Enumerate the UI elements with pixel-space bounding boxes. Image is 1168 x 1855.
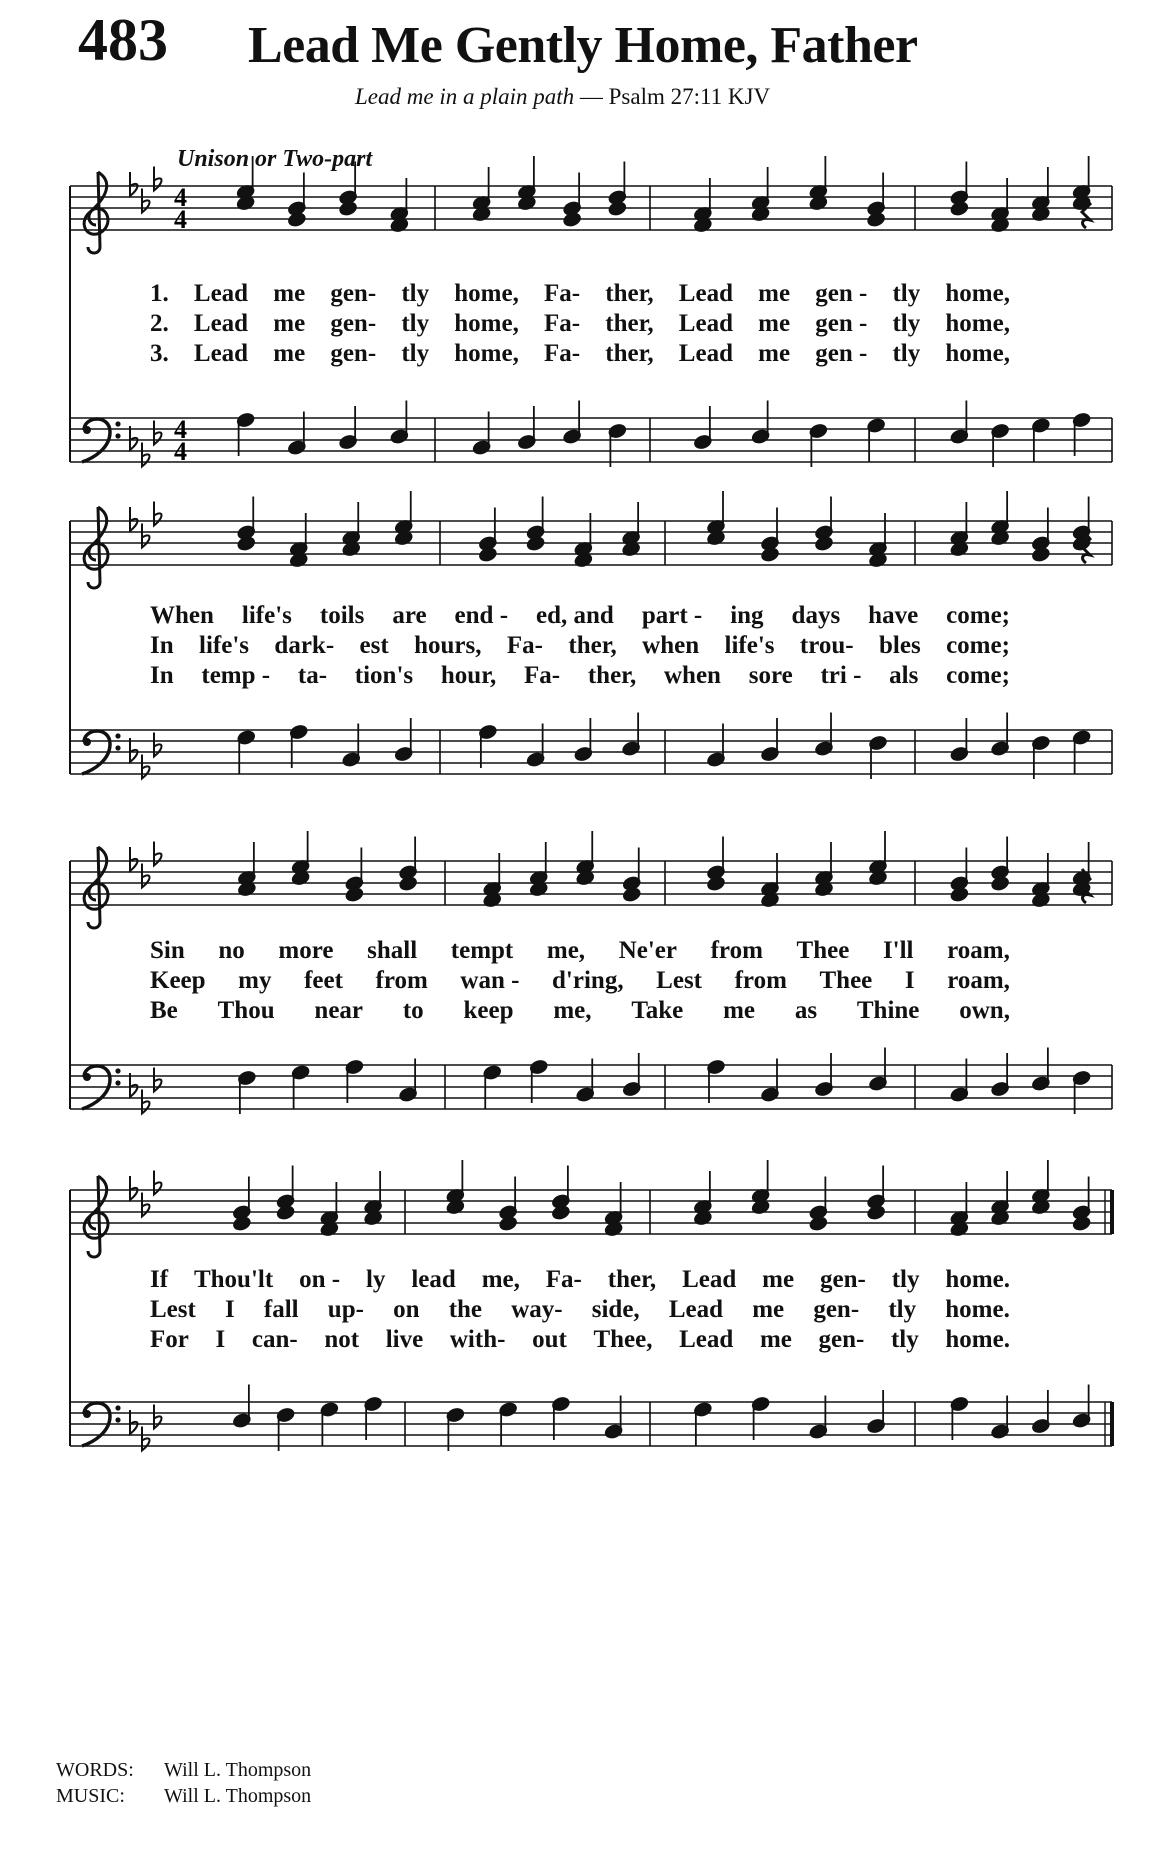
flat-sign-icon xyxy=(142,189,150,213)
flat-sign-icon xyxy=(154,1171,162,1195)
lyric-syllable: ther, xyxy=(607,1266,657,1293)
lyric-syllable: als xyxy=(889,662,919,689)
lyric-syllable: gen- xyxy=(330,310,377,337)
flat-sign-icon xyxy=(130,847,138,871)
lyric-line xyxy=(150,340,1010,370)
lyric-syllable: Lead xyxy=(193,340,249,367)
lyric-syllable: Be xyxy=(150,997,178,1024)
lyric-syllable: ther, xyxy=(605,340,654,367)
lyric-syllable: life's xyxy=(241,602,292,629)
lyric-syllable: Keep xyxy=(150,967,206,994)
lyric-syllable: ta- xyxy=(297,662,328,689)
lyric-syllable: tion's xyxy=(354,662,414,689)
lyric-syllable: hours, xyxy=(414,632,482,659)
lyric-line xyxy=(150,602,1010,632)
lyric-line xyxy=(150,967,1010,997)
hymn-title: Lead Me Gently Home, Father xyxy=(248,17,918,74)
lyric-syllable: gen - xyxy=(815,280,868,307)
lyric-syllable: shall xyxy=(367,937,418,964)
lyric-syllable: life's xyxy=(199,632,250,659)
lyric-syllable: out xyxy=(532,1326,567,1353)
lyric-syllable: roam, xyxy=(947,937,1010,964)
flat-sign-icon xyxy=(142,1427,150,1451)
credits xyxy=(56,1757,311,1809)
lyric-syllable: Fa- xyxy=(543,340,581,367)
lyric-syllable: have xyxy=(868,602,919,629)
lyric-syllable: me xyxy=(762,1266,795,1293)
bass-clef-dot xyxy=(115,1405,120,1410)
lyric-syllable: Thou xyxy=(217,997,275,1024)
lyric-syllable: Lest xyxy=(150,1296,196,1323)
lyric-syllable: I'll xyxy=(882,937,914,964)
lyric-syllable: gen- xyxy=(820,1266,866,1293)
lyric-syllable: tempt xyxy=(450,937,514,964)
lyric-syllable: Lead xyxy=(668,1296,724,1323)
time-signature-top: 4 xyxy=(174,415,187,444)
lyric-syllable: Fa- xyxy=(543,280,581,307)
lyric-syllable: bles xyxy=(879,632,921,659)
lyric-line xyxy=(150,632,1010,662)
lyric-syllable: 3. xyxy=(150,340,169,367)
epigraph-quote: Lead me in a plain path xyxy=(355,84,575,109)
lyric-syllable: Lead xyxy=(678,280,733,307)
bass-clef-dot xyxy=(83,426,91,434)
lyric-syllable: near xyxy=(314,997,364,1024)
flat-sign-icon xyxy=(130,507,138,531)
lyric-syllable: ed, and xyxy=(536,602,614,629)
lyric-syllable: home. xyxy=(945,1296,1010,1323)
lyric-syllable: come; xyxy=(946,632,1010,659)
lyric-syllable: live xyxy=(385,1326,424,1353)
lyric-syllable: Fa- xyxy=(543,310,581,337)
lyric-syllable: me xyxy=(273,340,306,367)
lyric-syllable: side, xyxy=(591,1296,640,1323)
lyric-line xyxy=(150,997,1010,1027)
bass-clef-dot xyxy=(115,1080,120,1085)
treble-clef-icon xyxy=(84,1176,108,1257)
time-signature-top: 4 xyxy=(174,183,187,212)
lyric-syllable: more xyxy=(278,937,334,964)
lyric-syllable: my xyxy=(238,967,272,994)
lyric-syllable: tly xyxy=(892,310,921,337)
lyric-syllable: ly xyxy=(365,1266,386,1293)
lyric-syllable: In xyxy=(150,632,174,659)
lyric-syllable: Thee, xyxy=(593,1326,653,1353)
bass-clef-dot xyxy=(115,745,120,750)
time-signature-bottom: 4 xyxy=(174,205,187,234)
lyric-syllable: tly xyxy=(888,1296,917,1323)
lyric-syllable: keep xyxy=(463,997,514,1024)
lyric-syllable: Fa- xyxy=(506,632,543,659)
words-label: WORDS: xyxy=(56,1759,134,1781)
lyric-syllable: part - xyxy=(641,602,703,629)
lyric-syllable: Lead xyxy=(193,280,249,307)
lyric-syllable: no xyxy=(218,937,245,964)
lyric-syllable: gen- xyxy=(330,280,377,307)
lyric-syllable: wan - xyxy=(460,967,520,994)
lyric-syllable: ther, xyxy=(605,280,654,307)
lyric-syllable: up- xyxy=(327,1296,364,1323)
lyric-syllable: Lead xyxy=(678,340,733,367)
lyric-syllable: When xyxy=(150,602,214,629)
bass-clef-dot xyxy=(115,433,120,438)
lyric-syllable: feet xyxy=(304,967,343,994)
lyric-syllable: me xyxy=(723,997,755,1024)
lyric-syllable: Lead xyxy=(678,310,733,337)
lyric-syllable: I xyxy=(215,1326,226,1353)
lyric-syllable: temp - xyxy=(201,662,271,689)
lyric-syllable: sore xyxy=(748,662,793,689)
lyric-syllable: to xyxy=(402,997,424,1024)
lyric-syllable: tly xyxy=(892,280,921,307)
lyric-syllable: home. xyxy=(945,1266,1010,1293)
lyric-syllable: home. xyxy=(945,1326,1010,1353)
lyric-syllable: from xyxy=(375,967,428,994)
bass-clef-dot xyxy=(115,733,120,738)
lyric-syllable: tly xyxy=(890,1326,919,1353)
lyric-syllable: Fa- xyxy=(524,662,561,689)
lyric-syllable: come; xyxy=(946,602,1010,629)
lyric-syllable: from xyxy=(734,967,787,994)
lyric-syllable: Lead xyxy=(682,1266,737,1293)
lyric-syllable: me xyxy=(758,310,791,337)
lyric-syllable: are xyxy=(392,602,427,629)
lyric-syllable: can- xyxy=(251,1326,298,1353)
lyric-line xyxy=(150,662,1010,692)
lyric-syllable: Thee xyxy=(819,967,873,994)
words-author: Will L. Thompson xyxy=(164,1759,312,1781)
lyric-syllable: In xyxy=(150,662,174,689)
flat-sign-icon xyxy=(154,421,162,445)
lyric-syllable: Lead xyxy=(193,310,249,337)
lyric-syllable: when xyxy=(642,632,700,659)
bass-clef-dot xyxy=(83,738,91,746)
lyric-syllable: ther, xyxy=(587,662,637,689)
lyric-syllable: Sin xyxy=(150,937,185,964)
lyric-syllable: on - xyxy=(299,1266,341,1293)
lyric-syllable: end - xyxy=(454,602,509,629)
lyric-syllable: me, xyxy=(553,997,592,1024)
flat-sign-icon xyxy=(142,755,150,779)
lyric-syllable: 1. xyxy=(150,280,169,307)
lyric-syllable: own, xyxy=(959,997,1010,1024)
performance-setting: Unison or Two-part xyxy=(177,146,373,172)
flat-sign-icon xyxy=(142,443,150,467)
lyric-line xyxy=(150,1266,1010,1296)
lyric-syllable: trou- xyxy=(799,632,854,659)
epigraph-reference: — Psalm 27:11 KJV xyxy=(574,84,771,109)
lyric-syllable: when xyxy=(664,662,721,689)
flat-sign-icon xyxy=(154,1068,162,1092)
lyric-syllable: roam, xyxy=(947,967,1010,994)
flat-sign-icon xyxy=(142,1090,150,1114)
lyric-syllable: me xyxy=(752,1296,785,1323)
lyric-syllable: me xyxy=(759,1326,792,1353)
time-signature-bottom: 4 xyxy=(174,437,187,466)
lyric-syllable: dark- xyxy=(274,632,335,659)
flat-sign-icon xyxy=(130,172,138,196)
lyric-syllable: 2. xyxy=(150,310,169,337)
lyric-line xyxy=(150,1296,1010,1326)
lyric-syllable: gen - xyxy=(815,310,868,337)
flat-sign-icon xyxy=(130,1176,138,1200)
lyric-syllable: est xyxy=(359,632,389,659)
lyric-syllable: hour, xyxy=(440,662,497,689)
lyric-syllable: home, xyxy=(945,310,1010,337)
lyric-line xyxy=(150,310,1010,340)
lyric-syllable: gen- xyxy=(813,1296,860,1323)
lyric-syllable: home, xyxy=(945,280,1010,307)
lyric-line xyxy=(150,1326,1010,1356)
lyric-syllable: Fa- xyxy=(545,1266,582,1293)
lyric-syllable: tly xyxy=(891,1266,920,1293)
lyric-line xyxy=(150,280,1010,310)
lyric-syllable: tri - xyxy=(820,662,862,689)
lyric-syllable: Lead xyxy=(679,1326,734,1353)
music-composer: Will L. Thompson xyxy=(164,1785,312,1807)
lyric-syllable: home, xyxy=(454,310,519,337)
lyric-syllable: home, xyxy=(454,340,519,367)
lyric-syllable: tly xyxy=(401,340,430,367)
lyric-syllable: me xyxy=(273,310,306,337)
lyric-syllable: gen - xyxy=(815,340,868,367)
bass-clef-dot xyxy=(115,421,120,426)
lyric-syllable: me xyxy=(758,280,791,307)
lyric-syllable: d'ring, xyxy=(552,967,624,994)
lyric-syllable: the xyxy=(448,1296,483,1323)
lyric-syllable: on xyxy=(393,1296,420,1323)
lyric-syllable: fall xyxy=(263,1296,299,1323)
lyric-syllable: gen- xyxy=(330,340,377,367)
bass-clef-dot xyxy=(83,1410,91,1418)
bass-clef-dot xyxy=(115,1068,120,1073)
lyric-syllable: Thine xyxy=(856,997,920,1024)
lyric-syllable: tly xyxy=(401,310,430,337)
lyric-syllable: from xyxy=(710,937,763,964)
lyric-syllable: ther, xyxy=(568,632,617,659)
flat-sign-icon xyxy=(154,502,162,526)
treble-clef-icon xyxy=(84,847,108,928)
lyric-syllable: If xyxy=(150,1266,169,1293)
flat-sign-icon xyxy=(142,524,150,548)
lyric-syllable: me xyxy=(758,340,791,367)
lyric-syllable: home, xyxy=(945,340,1010,367)
lyric-syllable: come; xyxy=(946,662,1010,689)
lyric-syllable: Thee xyxy=(796,937,850,964)
lyric-syllable: way- xyxy=(511,1296,563,1323)
lyric-syllable: ing xyxy=(730,602,764,629)
lyric-syllable: me, xyxy=(546,937,586,964)
lyric-syllable: life's xyxy=(724,632,775,659)
lyric-syllable: Take xyxy=(631,997,684,1024)
flat-sign-icon xyxy=(154,733,162,757)
lyric-syllable: days xyxy=(791,602,841,629)
flat-sign-icon xyxy=(154,1405,162,1429)
lyric-syllable: me, xyxy=(481,1266,520,1293)
lyric-syllable: Thou'lt xyxy=(193,1266,274,1293)
lyric-syllable: as xyxy=(794,997,818,1024)
lyric-syllable: lead xyxy=(411,1266,456,1293)
bass-clef-dot xyxy=(115,1417,120,1422)
lyric-syllable: me xyxy=(273,280,306,307)
flat-sign-icon xyxy=(142,864,150,888)
lyric-syllable: I xyxy=(225,1296,235,1323)
flat-sign-icon xyxy=(154,167,162,191)
flat-sign-icon xyxy=(154,842,162,866)
lyric-syllable: tly xyxy=(892,340,921,367)
treble-clef-icon xyxy=(84,507,108,588)
lyric-syllable: Ne'er xyxy=(618,937,677,964)
lyric-line xyxy=(150,937,1010,967)
bass-clef-dot xyxy=(83,1073,91,1081)
lyric-syllable: Lest xyxy=(656,967,702,994)
lyric-syllable: not xyxy=(324,1326,360,1353)
lyric-syllable: tly xyxy=(401,280,430,307)
lyric-syllable: with- xyxy=(449,1326,506,1353)
lyric-syllable: For xyxy=(150,1326,189,1353)
lyric-syllable: gen- xyxy=(818,1326,865,1353)
music-label: MUSIC: xyxy=(56,1785,125,1807)
hymn-number: 483 xyxy=(78,7,168,73)
lyric-syllable: I xyxy=(904,967,915,994)
lyric-syllable: ther, xyxy=(605,310,654,337)
treble-clef-icon xyxy=(84,172,108,253)
lyric-syllable: toils xyxy=(319,602,365,629)
lyric-syllable: home, xyxy=(454,280,519,307)
flat-sign-icon xyxy=(142,1193,150,1217)
